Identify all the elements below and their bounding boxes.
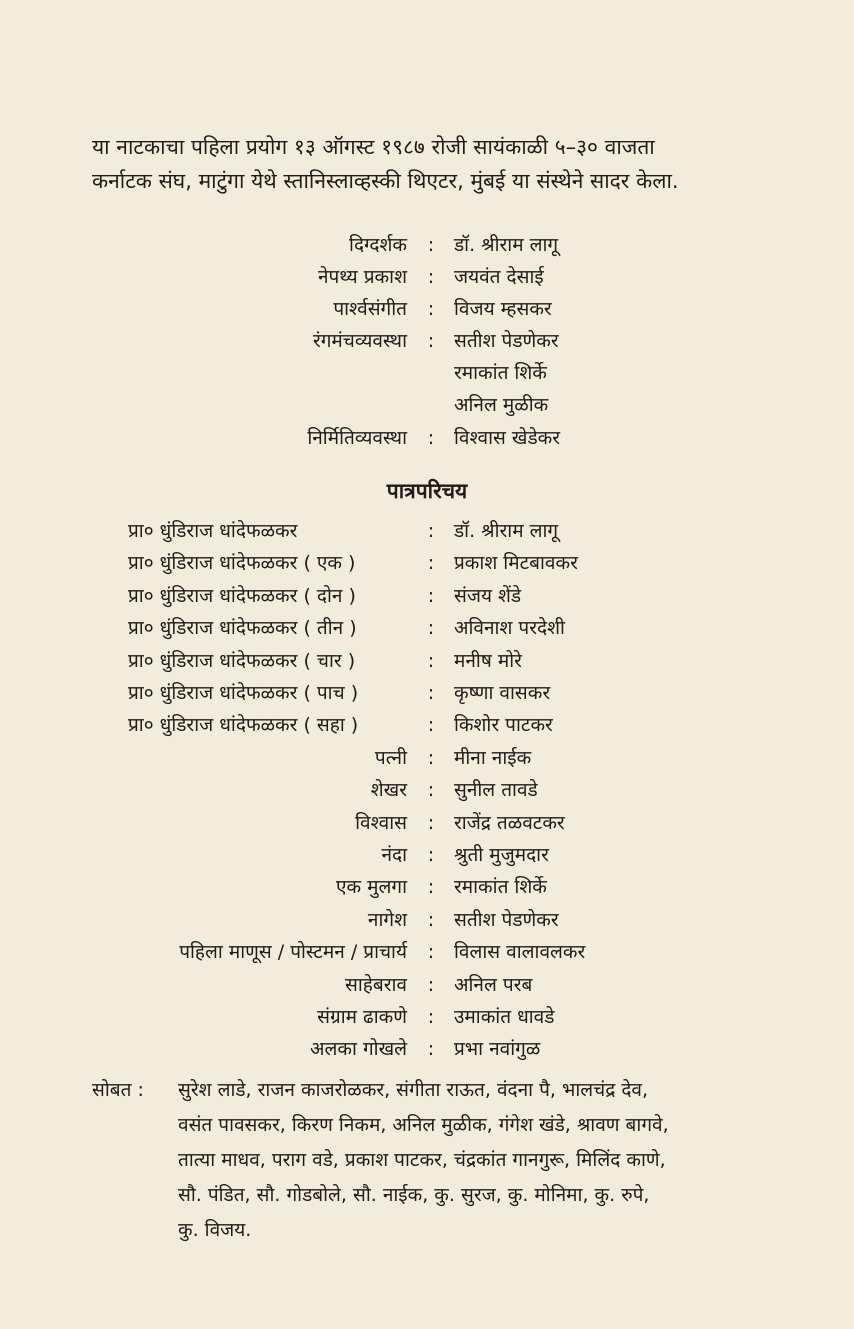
separator: : <box>427 520 435 542</box>
cast-row <box>0 612 854 644</box>
separator: : <box>427 266 435 288</box>
cast-row <box>0 774 854 806</box>
actor-name: प्रभा नवांगुळ <box>454 1038 541 1061</box>
actor-name: विलास वालावलकर <box>454 941 586 964</box>
character-name: शेखर <box>370 779 407 802</box>
actor-name: कृष्णा वासकर <box>454 682 551 704</box>
separator: : <box>427 714 435 737</box>
character-name: प्रा० धुंडिराज धांदेफळकर ( दोन ) <box>128 584 356 607</box>
character-name: संग्राम ढाकणे <box>317 1006 407 1028</box>
character-name: प्रा० धुंडिराज धांदेफळकर ( पाच ) <box>128 682 359 704</box>
character-name: प्रा० धुंडिराज धांदेफळकर ( सहा ) <box>128 714 359 737</box>
separator: : <box>427 1006 435 1028</box>
crew-name: रमाकांत शिर्के <box>454 362 547 384</box>
actor-name: डॉ. श्रीराम लागू <box>454 520 559 542</box>
cast-row <box>0 904 854 936</box>
cast-row <box>0 515 854 547</box>
cast-row <box>0 580 854 612</box>
crew-role: निर्मितिव्यवस्था <box>307 427 407 449</box>
crew-role: दिग्दर्शक <box>349 234 407 256</box>
separator: : <box>427 844 435 866</box>
character-name: नागेश <box>367 908 407 931</box>
cast-row <box>0 1033 854 1065</box>
crew-row <box>0 421 854 455</box>
crew-name: विजय म्हसकर <box>454 298 552 320</box>
actor-name: अनिल परब <box>454 973 533 996</box>
actor-name: प्रकाश मिटबावकर <box>454 552 578 575</box>
actor-name: राजेंद्र तळवटकर <box>454 811 565 834</box>
cast-row <box>0 969 854 1001</box>
cast-row <box>0 871 854 903</box>
actor-name: किशोर पाटकर <box>454 714 553 737</box>
separator: : <box>427 941 435 964</box>
crew-row <box>0 292 854 326</box>
separator: : <box>427 908 435 931</box>
character-name: प्रा० धुंडिराज धांदेफळकर <box>128 520 298 542</box>
actor-name: सतीश पेडणेकर <box>454 908 559 931</box>
actor-name: मीना नाईक <box>454 746 532 769</box>
cast-row <box>0 1001 854 1033</box>
crew-name: जयवंत देसाई <box>454 266 544 288</box>
separator: : <box>427 811 435 834</box>
cast-row <box>0 709 854 741</box>
supporting-line: सौ. पंडित, सौ. गोडबोले, सौ. नाईक, कु. सुरज, कु. मोनिमा, कु. रुपे, <box>178 1184 650 1206</box>
supporting-line: तात्या माधव, पराग वडे, प्रकाश पाटकर, चंद्रकांत गानगुरू, मिलिंद काणे, <box>178 1149 666 1171</box>
crew-name: विश्वास खेडेकर <box>454 427 560 449</box>
cast-heading: पात्रपरिचय <box>386 479 468 503</box>
cast-row <box>0 645 854 677</box>
intro-paragraph <box>92 130 782 198</box>
crew-row <box>0 260 854 294</box>
actor-name: सुनील तावडे <box>454 779 538 802</box>
cast-row <box>0 839 854 871</box>
crew-role: पार्श्वसंगीत <box>333 298 407 320</box>
character-name: नंदा <box>381 844 407 866</box>
separator: : <box>427 298 435 320</box>
separator: : <box>427 330 435 352</box>
cast-row <box>0 936 854 968</box>
crew-name: डॉ. श्रीराम लागू <box>454 234 559 256</box>
supporting-line: कु. विजय. <box>178 1219 252 1241</box>
character-name: प्रा० धुंडिराज धांदेफळकर ( तीन ) <box>128 617 357 640</box>
character-name: विश्वास <box>355 811 407 834</box>
cast-row <box>0 677 854 709</box>
separator: : <box>427 973 435 996</box>
separator: : <box>427 779 435 802</box>
actor-name: अविनाश परदेशी <box>454 617 565 640</box>
crew-row-continued <box>0 388 854 422</box>
cast-row <box>0 742 854 774</box>
character-name: पत्नी <box>374 746 407 769</box>
character-name: प्रा० धुंडिराज धांदेफळकर ( एक ) <box>128 552 356 575</box>
separator: : <box>427 584 435 607</box>
crew-role: नेपथ्य प्रकाश <box>318 266 407 288</box>
crew-row <box>0 228 854 262</box>
separator: : <box>427 649 435 672</box>
actor-name: रमाकांत शिर्के <box>454 876 547 899</box>
actor-name: संजय शेंडे <box>454 584 522 607</box>
supporting-names <box>178 1073 798 1248</box>
separator: : <box>427 876 435 899</box>
crew-row-continued <box>0 356 854 390</box>
cast-row <box>0 547 854 579</box>
character-name: साहेबराव <box>345 973 407 996</box>
crew-name: सतीश पेडणेकर <box>454 330 559 352</box>
cast-row <box>0 807 854 839</box>
separator: : <box>427 552 435 575</box>
separator: : <box>427 617 435 640</box>
actor-name: उमाकांत धावडे <box>454 1006 555 1028</box>
intro-line: या नाटकाचा पहिला प्रयोग १३ ऑगस्ट १९८७ रोजी सायंकाळी ५–३० वाजता <box>92 135 655 159</box>
separator: : <box>427 682 435 704</box>
crew-name: अनिल मुळीक <box>454 394 549 416</box>
crew-row <box>0 324 854 358</box>
intro-line: कर्नाटक संघ, माटुंगा येथे स्तानिस्लाव्हस्की थिएटर, मुंबई या संस्थेने सादर केला. <box>92 169 679 193</box>
crew-role: रंगमंचव्यवस्था <box>312 330 407 352</box>
character-name: प्रा० धुंडिराज धांदेफळकर ( चार ) <box>128 649 356 672</box>
supporting-line: सुरेश लाडे, राजन काजरोळकर, संगीता राऊत, वंदना पै, भालचंद्र देव, <box>178 1079 649 1101</box>
actor-name: मनीष मोरे <box>454 649 522 672</box>
character-name: एक मुलगा <box>335 876 407 899</box>
actor-name: श्रुती मुजुमदार <box>454 844 549 866</box>
character-name: अलका गोखले <box>310 1038 407 1061</box>
separator: : <box>427 1038 435 1061</box>
supporting-label: सोबत : <box>92 1079 144 1101</box>
separator: : <box>427 746 435 769</box>
character-name: पहिला माणूस / पोस्टमन / प्राचार्य <box>179 941 407 964</box>
separator: : <box>427 427 435 449</box>
separator: : <box>427 234 435 256</box>
supporting-line: वसंत पावसकर, किरण निकम, अनिल मुळीक, गंगेश खंडे, श्रावण बागवे, <box>178 1114 669 1136</box>
